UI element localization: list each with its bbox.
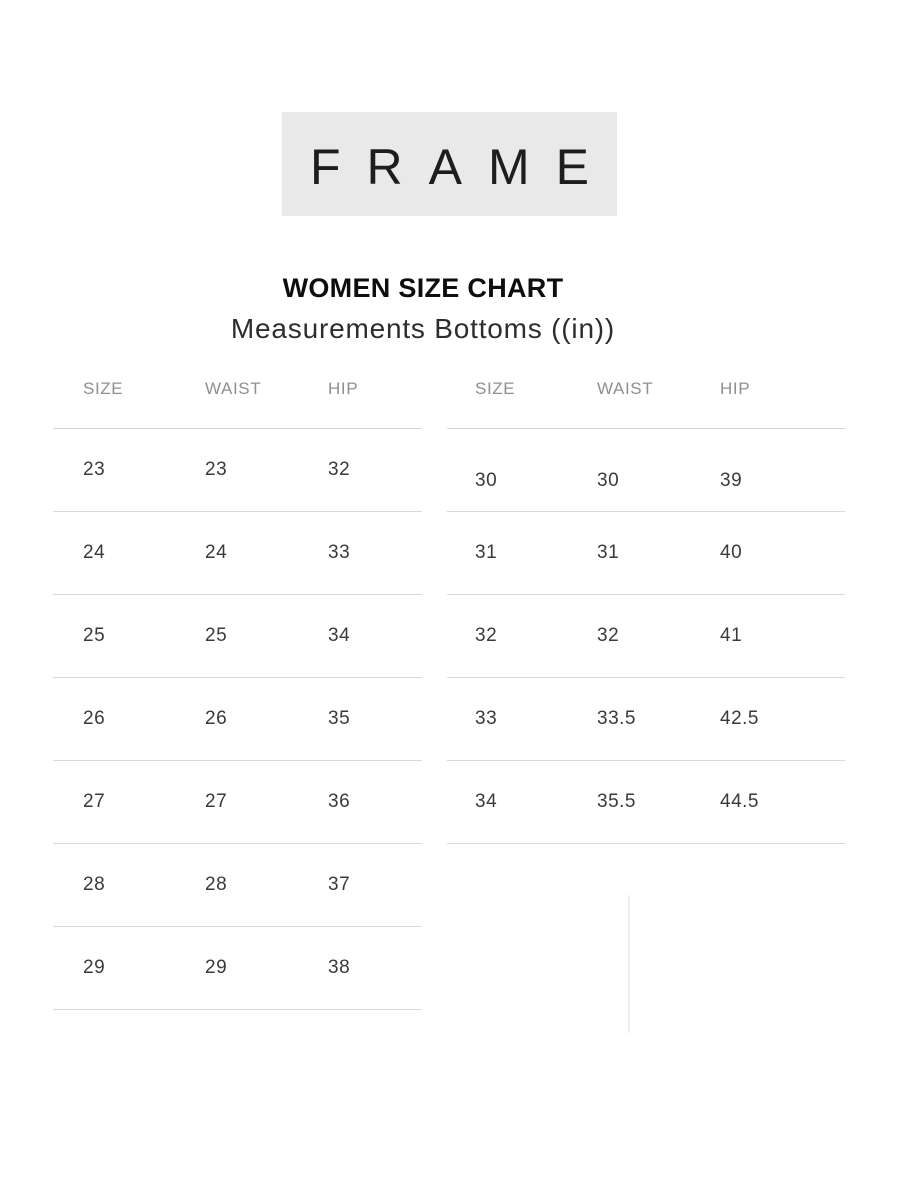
- waist-cell: 23: [205, 459, 228, 480]
- table-row: [53, 595, 422, 678]
- waist-cell: 35.5: [597, 791, 636, 812]
- table-row: [53, 844, 422, 927]
- size-cell: 34: [475, 791, 498, 812]
- size-cell: 33: [475, 708, 498, 729]
- size-cell: 32: [475, 625, 498, 646]
- size-cell: 25: [83, 625, 106, 646]
- hip-cell: 35: [328, 708, 351, 729]
- size-cell: 23: [83, 459, 106, 480]
- page-title: WOMEN SIZE CHART: [282, 273, 564, 303]
- column-header-hip: HIP: [720, 379, 751, 398]
- waist-cell: 25: [205, 625, 228, 646]
- column-header-size: SIZE: [475, 379, 516, 398]
- brand-logo-text: FRAME: [310, 139, 615, 195]
- waist-cell: 24: [205, 542, 228, 563]
- hip-cell: 44.5: [720, 791, 759, 812]
- hip-cell: 41: [720, 625, 743, 646]
- waist-cell: 28: [205, 874, 228, 895]
- waist-cell: 26: [205, 708, 228, 729]
- column-header-size: SIZE: [83, 379, 124, 398]
- size-cell: 26: [83, 708, 106, 729]
- hip-cell: 42.5: [720, 708, 759, 729]
- waist-cell: 30: [597, 470, 620, 491]
- table-row: [447, 595, 845, 678]
- waist-cell: 32: [597, 625, 620, 646]
- table-row: [447, 512, 845, 595]
- hip-cell: 34: [328, 625, 351, 646]
- hip-cell: 36: [328, 791, 351, 812]
- size-table-left: [53, 370, 422, 1010]
- size-cell: 28: [83, 874, 106, 895]
- table-header-row: [53, 370, 422, 429]
- size-cell: 24: [83, 542, 106, 563]
- column-header-waist: WAIST: [205, 379, 262, 398]
- hip-cell: 37: [328, 874, 351, 895]
- waist-cell: 31: [597, 542, 620, 563]
- table-row: [53, 761, 422, 844]
- table-header-row: [447, 370, 845, 429]
- waist-cell: 27: [205, 791, 228, 812]
- hip-cell: 39: [720, 470, 743, 491]
- size-cell: 30: [475, 470, 498, 491]
- page-subtitle: Measurements Bottoms ((in)): [230, 313, 616, 344]
- table-row: [53, 678, 422, 761]
- vertical-divider: [628, 895, 630, 1033]
- column-header-waist: WAIST: [597, 379, 654, 398]
- brand-logo: [282, 112, 617, 216]
- table-row: [447, 678, 845, 761]
- size-cell: 31: [475, 542, 498, 563]
- hip-cell: 33: [328, 542, 351, 563]
- table-row: [53, 927, 422, 1010]
- table-row: [447, 429, 845, 512]
- table-row: [447, 761, 845, 844]
- column-header-hip: HIP: [328, 379, 359, 398]
- table-row: [53, 512, 422, 595]
- size-cell: 29: [83, 957, 106, 978]
- hip-cell: 40: [720, 542, 743, 563]
- waist-cell: 33.5: [597, 708, 636, 729]
- hip-cell: 38: [328, 957, 351, 978]
- table-row: [53, 429, 422, 512]
- size-table-right: [447, 370, 845, 844]
- size-cell: 27: [83, 791, 106, 812]
- waist-cell: 29: [205, 957, 228, 978]
- hip-cell: 32: [328, 459, 351, 480]
